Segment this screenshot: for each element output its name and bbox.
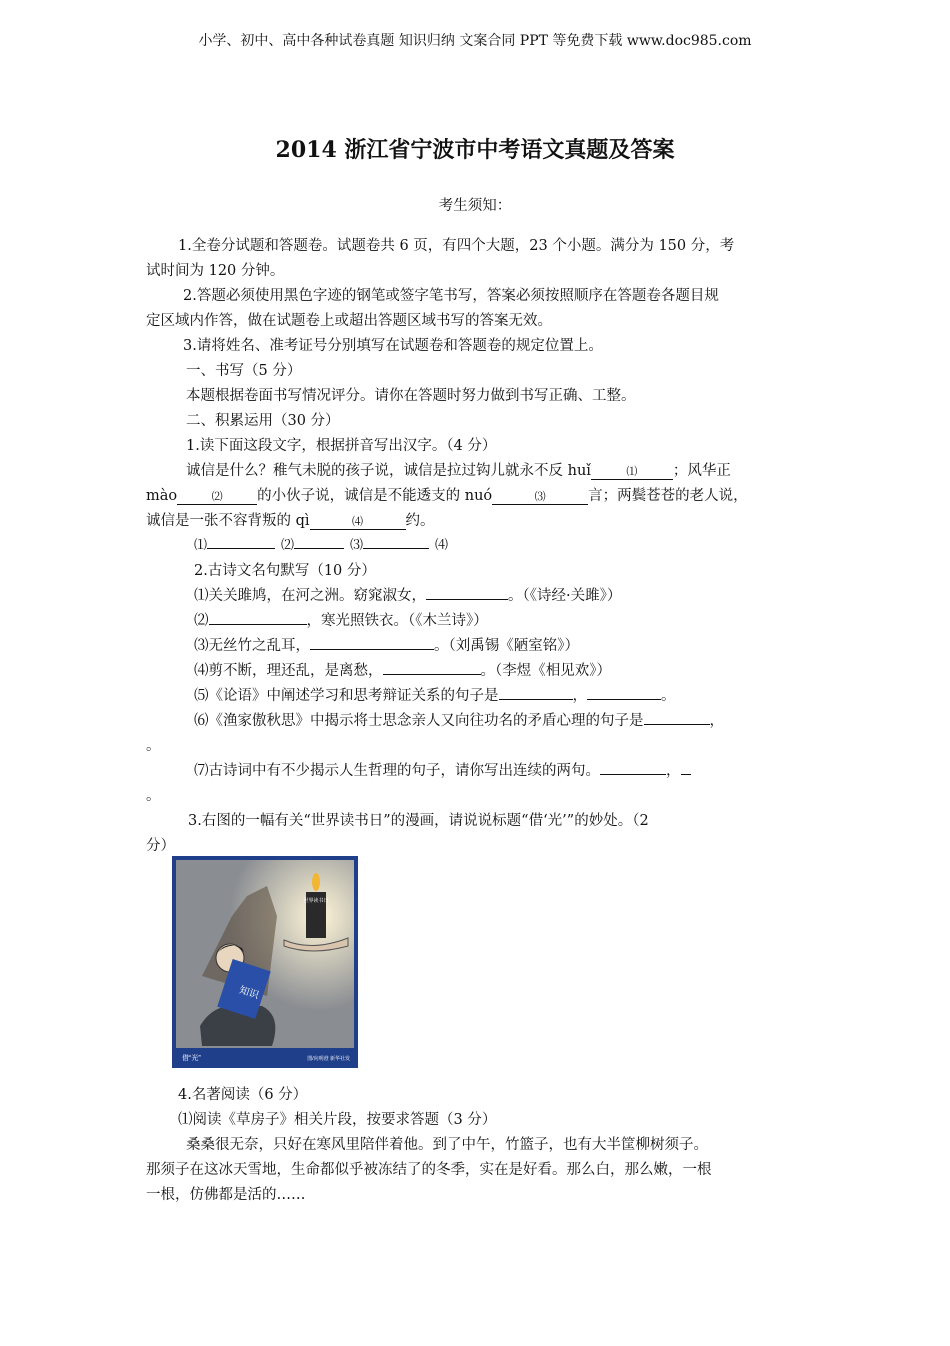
answer-label: ⑶ xyxy=(350,538,364,553)
q2-text: ⑵ xyxy=(194,613,209,629)
q3-line-1: 3.右图的一幅有关“世界读书日”的漫画，请说说标题“借‘光’”的妙处。（2 xyxy=(188,813,649,829)
q2-prompt: 2.古诗文名句默写（10 分） xyxy=(194,563,376,579)
passage-line-1: 桑桑很无奈，只好在寒风里陪伴着他。到了中午，竹篮子，也有大半筐柳树须子。 xyxy=(186,1137,708,1153)
q2-item-5 xyxy=(194,686,676,706)
answer-blank xyxy=(294,548,344,549)
passage-line-3: 一根，仿佛都是活的…… xyxy=(146,1187,306,1203)
section-1-heading: 一、书写（5 分） xyxy=(186,363,302,379)
section-2-heading: 二、积累运用（30 分） xyxy=(186,413,340,429)
q2-blank xyxy=(681,774,691,775)
book-label: 知识 xyxy=(237,984,261,1002)
answer-label: ⑴ xyxy=(194,538,208,553)
q2-text: ，寒光照铁衣。（《木兰诗》） xyxy=(306,613,488,629)
q2-blank xyxy=(209,624,307,625)
q2-blank xyxy=(499,699,573,700)
q1-text: 诚信是一张不容背叛的 qì xyxy=(146,513,310,529)
note-2-line-2: 定区域内作答，做在试题卷上或超出答题区域书写的答案无效。 xyxy=(146,313,552,329)
q1-blank-4: ⑷ xyxy=(310,515,406,530)
note-1-line-1: 1.全卷分试题和答题卷。试题卷共 6 页，有四个大题，23 个小题。满分为 150 分，考 xyxy=(178,238,735,254)
q2-item-4 xyxy=(194,661,611,681)
q2-text: 。 xyxy=(661,688,676,704)
exam-title: 2014 浙江省宁波市中考语文真题及答案 xyxy=(275,137,675,163)
q1-text: 诚信是什么？稚气未脱的孩子说，诚信是拉过钩儿就永不反 huǐ xyxy=(186,463,591,479)
q2-item-6 xyxy=(194,711,724,731)
cartoon-credit: 图/向明澄 新华社发 xyxy=(307,1056,350,1062)
answer-blank xyxy=(207,548,275,549)
q1-text: 言；两鬓苍苍的老人说， xyxy=(588,488,748,504)
q2-blank xyxy=(600,774,666,775)
q2-item-3 xyxy=(194,636,579,656)
q1-line-3 xyxy=(146,511,435,531)
q1-blank-1: ⑴ xyxy=(591,465,673,480)
q2-item-7-end: 。 xyxy=(146,788,161,804)
reading-day-cartoon xyxy=(172,856,358,1068)
note-3: 3.请将姓名、准考证号分别填写在试题卷和答题卷的规定位置上。 xyxy=(183,338,603,354)
section-1-body: 本题根据卷面书写情况评分。请你在答题时努力做到书写正确、工整。 xyxy=(186,388,636,404)
q2-item-1 xyxy=(194,586,621,606)
q2-text: ， xyxy=(709,713,724,729)
q2-text: ， xyxy=(572,688,587,704)
q3-line-2: 分） xyxy=(146,838,175,854)
q4-sub-1: ⑴阅读《草房子》相关片段，按要求答题（3 分） xyxy=(178,1112,497,1128)
q2-text: ⑷剪不断，理还乱，是离愁， xyxy=(194,663,383,679)
q1-blank-3: ⑶ xyxy=(492,490,588,505)
q2-blank xyxy=(310,649,434,650)
note-2-line-1: 2.答题必须使用黑色字迹的钢笔或签字笔书写，答案必须按照顺序在答题卷各题目规 xyxy=(183,288,719,304)
q1-line-1 xyxy=(186,461,731,481)
note-1-line-2: 试时间为 120 分钟。 xyxy=(146,263,285,279)
cartoon-svg xyxy=(172,856,358,1068)
q2-text: ⑸《论语》中阐述学习和思考辩证关系的句子是 xyxy=(194,688,499,704)
passage-line-2: 那须子在这冰天雪地，生命都似乎被冻结了的冬季，实在是好看。那么白，那么嫩，一根 xyxy=(146,1162,712,1178)
q1-blank-2: ⑵ xyxy=(177,490,257,505)
q2-blank xyxy=(644,724,710,725)
q4-prompt: 4.名著阅读（6 分） xyxy=(178,1087,308,1103)
q2-text: ， xyxy=(666,763,681,779)
cartoon-caption: 借“光” xyxy=(182,1055,201,1062)
q2-item-6-end: 。 xyxy=(146,738,161,754)
q2-text: 。（李煜《相见欢》） xyxy=(480,663,611,679)
q2-text: ⑺古诗词中有不少揭示人生哲理的句子，请你写出连续的两句。 xyxy=(194,763,600,779)
q2-text: 。（《诗经·关雎》） xyxy=(508,588,622,604)
q1-answer-row xyxy=(194,536,448,556)
q1-text: 约。 xyxy=(405,513,435,529)
q1-line-2 xyxy=(146,486,748,506)
q2-text: ⑶无丝竹之乱耳， xyxy=(194,638,310,654)
notice-title: 考生须知： xyxy=(438,198,512,214)
q2-blank xyxy=(587,699,661,700)
candle-flame xyxy=(312,873,320,891)
q2-text: ⑴关关雎鸠，在河之洲。窈窕淑女， xyxy=(194,588,426,604)
q2-blank xyxy=(426,599,508,600)
q1-text: mào xyxy=(146,488,178,504)
q1-text: ；风华正 xyxy=(672,463,731,479)
answer-label: ⑷ xyxy=(435,538,449,553)
q2-item-2 xyxy=(194,611,488,631)
answer-label: ⑵ xyxy=(281,538,295,553)
candle-label: 世界读书日 xyxy=(303,898,329,904)
q2-blank xyxy=(383,674,481,675)
answer-blank xyxy=(363,548,429,549)
q1-prompt: 1.读下面这段文字，根据拼音写出汉字。（4 分） xyxy=(186,438,497,454)
site-header: 小学、初中、高中各种试卷真题 知识归纳 文案合同 PPT 等免费下载 www.doc985.com xyxy=(198,33,752,49)
q2-item-7 xyxy=(194,761,691,781)
q2-text: 。（刘禹锡《陋室铭》） xyxy=(434,638,579,654)
q2-text: ⑹《渔家傲秋思》中揭示将士思念亲人又向往功名的矛盾心理的句子是 xyxy=(194,713,644,729)
q1-text: 的小伙子说，诚信是不能透支的 nuó xyxy=(257,488,493,504)
